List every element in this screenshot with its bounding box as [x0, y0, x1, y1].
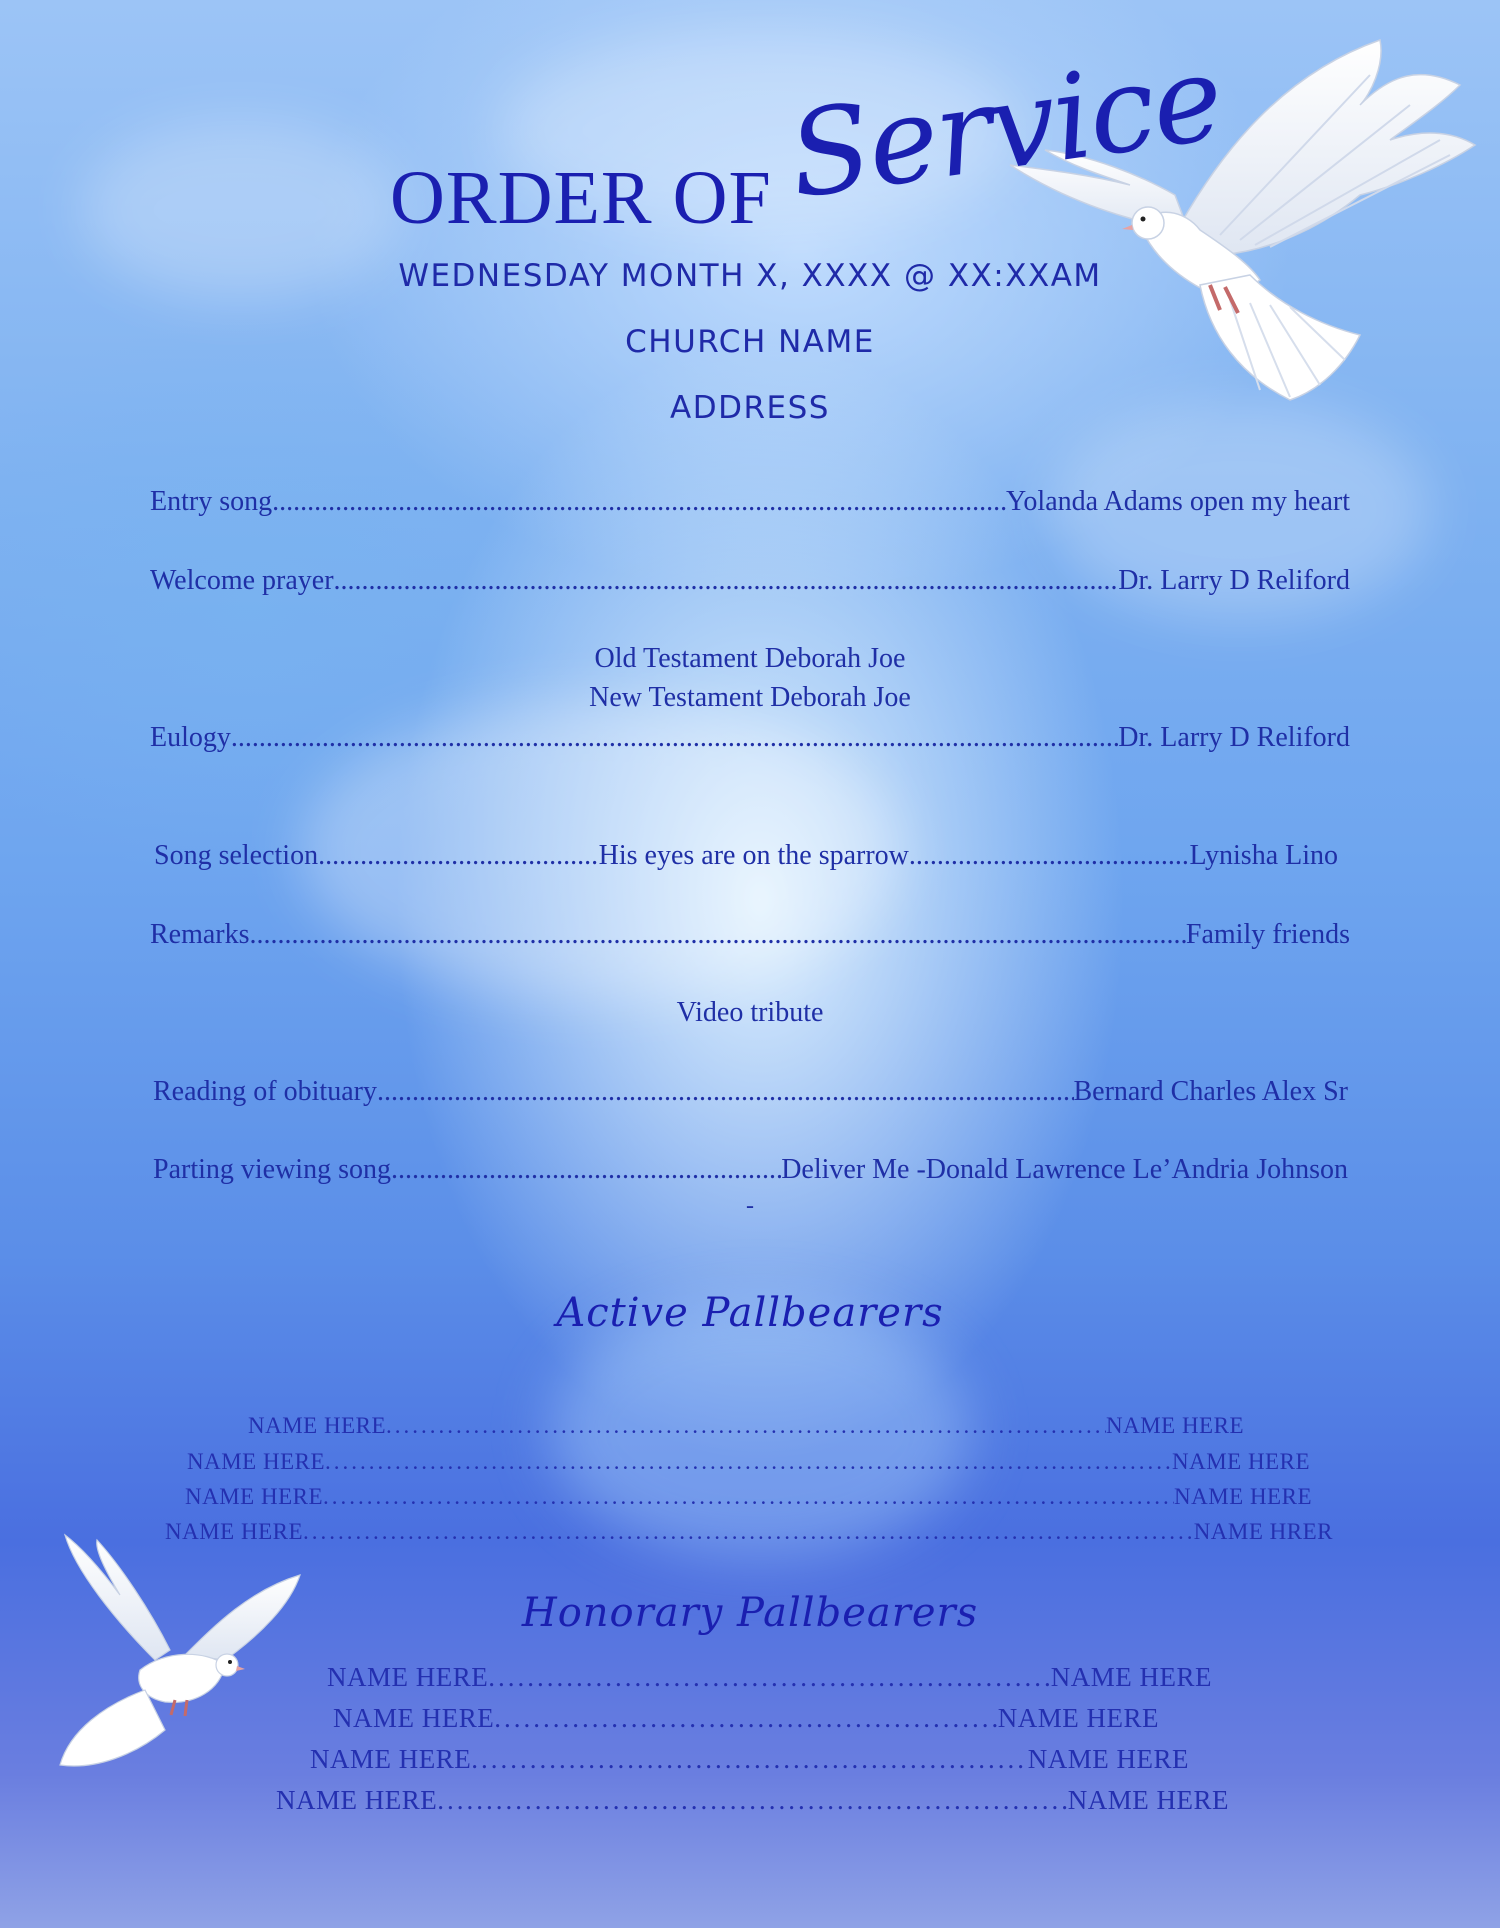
pallbearer-row — [327, 1662, 1212, 1693]
program-value: Yolanda Adams open my heart — [1006, 486, 1350, 517]
program-value: Bernard Charles Alex Sr — [1073, 1076, 1348, 1107]
program-item — [150, 486, 1350, 518]
pallbearer-name-right: NAME HERE — [1027, 1744, 1189, 1774]
program-value: Deliver Me -Donald Lawrence Le’Andria Johnson — [781, 1154, 1348, 1185]
leader-dots — [377, 1076, 1074, 1108]
program-label: Entry song — [150, 486, 273, 517]
leader-dots — [272, 486, 1006, 518]
leader-dots — [494, 1703, 998, 1734]
pallbearer-name-right: NAME HERE — [1105, 1413, 1244, 1438]
leader-dots — [909, 840, 1190, 872]
pallbearer-name-left: NAME HERE — [185, 1484, 324, 1509]
leader-dots — [303, 1519, 1194, 1545]
title-main: ORDER OF — [390, 156, 772, 240]
leader-dots — [386, 1413, 1106, 1439]
leader-dots — [488, 1662, 1051, 1693]
pallbearer-row — [276, 1785, 1229, 1816]
program-label: Song selection — [154, 840, 319, 871]
program-value: Lynisha Lino — [1189, 840, 1338, 871]
program-value: Dr. Larry D Reliford — [1118, 565, 1350, 596]
leader-dots — [325, 1449, 1172, 1475]
leader-dots — [250, 919, 1186, 951]
pallbearer-row — [185, 1484, 1312, 1510]
pallbearer-name-right: NAME HERE — [997, 1703, 1159, 1733]
leader-dots — [334, 565, 1119, 597]
pallbearer-name-left: NAME HERE — [248, 1413, 387, 1438]
pallbearer-name-right: NAME HERE — [1067, 1785, 1229, 1815]
program-label: Remarks — [150, 919, 250, 950]
pallbearer-name-right: NAME HERE — [1050, 1662, 1212, 1692]
program-item — [150, 565, 1350, 597]
pallbearer-row — [248, 1413, 1244, 1439]
program-label: Eulogy — [150, 722, 231, 753]
pallbearer-name-left: NAME HERE — [327, 1662, 489, 1692]
program-label: Parting viewing song — [153, 1154, 391, 1185]
program-label: Welcome prayer — [150, 565, 334, 596]
program-item — [154, 840, 1338, 872]
program-value: Family friends — [1185, 919, 1350, 950]
pallbearer-row — [333, 1703, 1159, 1734]
pallbearer-row — [165, 1519, 1333, 1545]
video-tribute: Video tribute — [676, 997, 824, 1028]
pallbearer-name-left: NAME HERE — [165, 1519, 304, 1544]
program-value: Dr. Larry D Reliford — [1118, 722, 1350, 753]
program-item — [150, 722, 1350, 754]
honorary-pallbearers-heading: Honorary Pallbearers — [521, 1590, 979, 1636]
scripture-reading-old: Old Testament Deborah Joe — [594, 643, 906, 674]
leader-dots — [437, 1785, 1068, 1816]
pallbearer-name-left: NAME HERE — [276, 1785, 438, 1815]
program-item — [150, 919, 1350, 951]
leader-dots — [231, 722, 1118, 754]
pallbearer-row — [310, 1744, 1189, 1775]
leader-dots — [391, 1154, 781, 1186]
program-item — [153, 1076, 1348, 1108]
scripture-reading-new: New Testament Deborah Joe — [589, 682, 911, 713]
program-item — [153, 1154, 1348, 1186]
pallbearer-name-right: NAME HERE — [1173, 1484, 1312, 1509]
active-pallbearers-heading: Active Pallbearers — [556, 1290, 944, 1336]
program-label: Reading of obituary — [153, 1076, 377, 1107]
dove-icon-small — [45, 1530, 315, 1790]
pallbearer-row — [187, 1449, 1310, 1475]
pallbearer-name-right: NAME HERE — [1171, 1449, 1310, 1474]
leader-dots — [318, 840, 599, 872]
pallbearer-name-right: NAME HRER — [1193, 1519, 1333, 1544]
church-name: CHURCH NAME — [625, 324, 875, 360]
leader-dots — [323, 1484, 1174, 1510]
pallbearer-name-left: NAME HERE — [333, 1703, 495, 1733]
title-script: Service — [780, 28, 1230, 226]
program-middle: His eyes are on the sparrow — [598, 840, 909, 871]
leader-dots — [471, 1744, 1028, 1775]
church-address: ADDRESS — [670, 390, 830, 426]
pallbearer-name-left: NAME HERE — [310, 1744, 472, 1774]
service-date: WEDNESDAY MONTH X, XXXX @ XX:XXAM — [398, 258, 1102, 294]
title-block — [0, 28, 1500, 245]
trailing-dash: - — [746, 1193, 754, 1219]
pallbearer-name-left: NAME HERE — [187, 1449, 326, 1474]
